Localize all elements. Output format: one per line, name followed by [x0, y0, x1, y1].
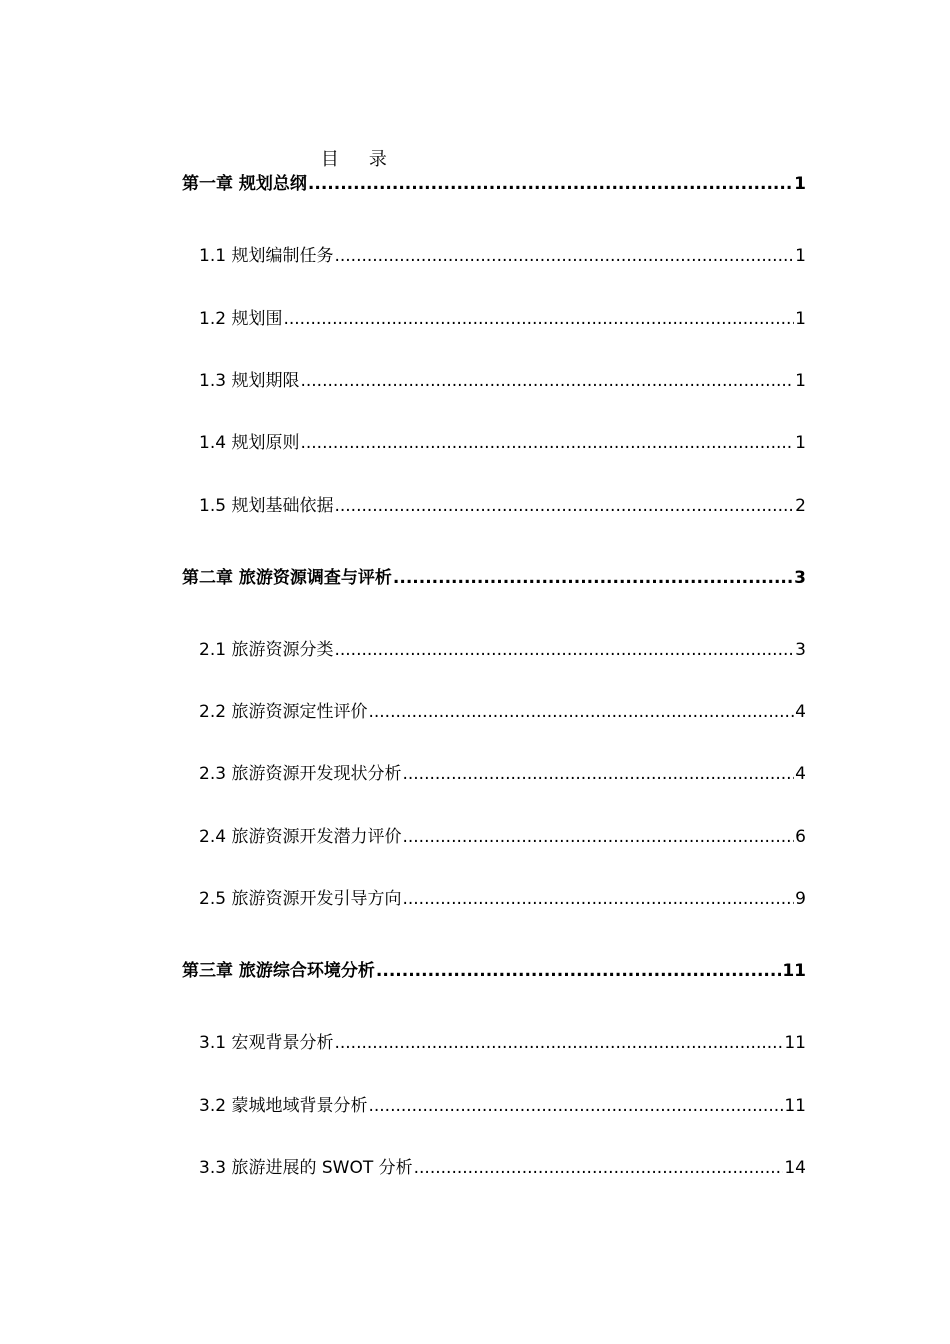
dot-leader	[402, 824, 794, 850]
toc-entry-page: 11	[784, 1033, 806, 1053]
dot-leader	[300, 430, 794, 456]
toc-entry-page: 3	[794, 568, 806, 588]
dot-leader	[414, 1155, 784, 1181]
dot-leader	[402, 886, 794, 912]
toc-entry-chapter-2[interactable]	[182, 565, 806, 591]
dot-leader	[334, 243, 794, 269]
toc-title-char-2: 录	[368, 149, 387, 170]
toc-entry-label: 3.1 宏观背景分析	[199, 1033, 334, 1053]
toc-entry-page: 1	[795, 371, 806, 391]
toc-entry-page: 11	[784, 1096, 806, 1116]
dot-leader	[376, 958, 781, 984]
dot-leader	[393, 565, 793, 591]
toc-entry-label: 第二章 旅游资源调查与评析	[182, 568, 392, 588]
dot-leader	[334, 1030, 783, 1056]
dot-leader	[368, 699, 794, 725]
toc-entry-label: 3.3 旅游进展的 SWOT 分析	[199, 1158, 413, 1178]
toc-entry-section-2-4[interactable]	[199, 824, 806, 850]
toc-entry-label: 1.2 规划围	[199, 309, 283, 329]
toc-entry-label: 1.5 规划基础依据	[199, 496, 334, 516]
toc-entry-label: 第一章 规划总纲	[182, 174, 307, 194]
toc-entry-page: 14	[784, 1158, 806, 1178]
toc-entry-section-2-5[interactable]	[199, 886, 806, 912]
toc-entry-label: 第三章 旅游综合环境分析	[182, 961, 375, 981]
dot-leader	[283, 306, 794, 332]
toc-entry-section-2-2[interactable]	[199, 699, 806, 725]
toc-entry-section-3-1[interactable]	[199, 1030, 806, 1056]
toc-entry-label: 2.4 旅游资源开发潜力评价	[199, 827, 402, 847]
toc-entry-section-2-3[interactable]	[199, 761, 806, 787]
dot-leader	[368, 1093, 783, 1119]
dot-leader	[334, 637, 794, 663]
toc-entry-label: 1.4 规划原则	[199, 433, 300, 453]
toc-entry-page: 1	[795, 433, 806, 453]
toc-entry-page: 2	[795, 496, 806, 516]
toc-entry-section-3-3[interactable]	[199, 1155, 806, 1181]
toc-entry-label: 3.2 蒙城地域背景分析	[199, 1096, 368, 1116]
toc-entry-label: 2.2 旅游资源定性评价	[199, 702, 368, 722]
toc-title-char-1: 目	[320, 149, 339, 170]
toc-entry-page: 4	[795, 764, 806, 784]
toc-entry-page: 1	[795, 246, 806, 266]
dot-leader	[402, 761, 794, 787]
toc-entry-section-1-5[interactable]	[199, 493, 806, 519]
dot-leader	[300, 368, 794, 394]
toc-entry-page: 3	[795, 640, 806, 660]
toc-entry-section-1-2[interactable]	[199, 306, 806, 332]
toc-entry-section-1-1[interactable]	[199, 243, 806, 269]
toc-entry-page: 1	[794, 174, 806, 194]
toc-entry-section-3-2[interactable]	[199, 1093, 806, 1119]
toc-entry-chapter-3[interactable]	[182, 958, 806, 984]
dot-leader	[308, 171, 793, 197]
toc-entry-label: 2.3 旅游资源开发现状分析	[199, 764, 402, 784]
toc-entry-label: 2.1 旅游资源分类	[199, 640, 334, 660]
toc-entry-page: 4	[795, 702, 806, 722]
toc-entry-chapter-1[interactable]	[182, 171, 806, 197]
toc-entry-label: 1.3 规划期限	[199, 371, 300, 391]
toc-entry-section-2-1[interactable]	[199, 637, 806, 663]
dot-leader	[334, 493, 794, 519]
toc-entry-page: 11	[782, 961, 806, 981]
toc-entry-label: 2.5 旅游资源开发引导方向	[199, 889, 402, 909]
toc-entry-page: 6	[795, 827, 806, 847]
toc-entry-section-1-3[interactable]	[199, 368, 806, 394]
toc-entry-page: 9	[795, 889, 806, 909]
toc-entry-section-1-4[interactable]	[199, 430, 806, 456]
toc-entry-page: 1	[795, 309, 806, 329]
toc-entry-label: 1.1 规划编制任务	[199, 246, 334, 266]
